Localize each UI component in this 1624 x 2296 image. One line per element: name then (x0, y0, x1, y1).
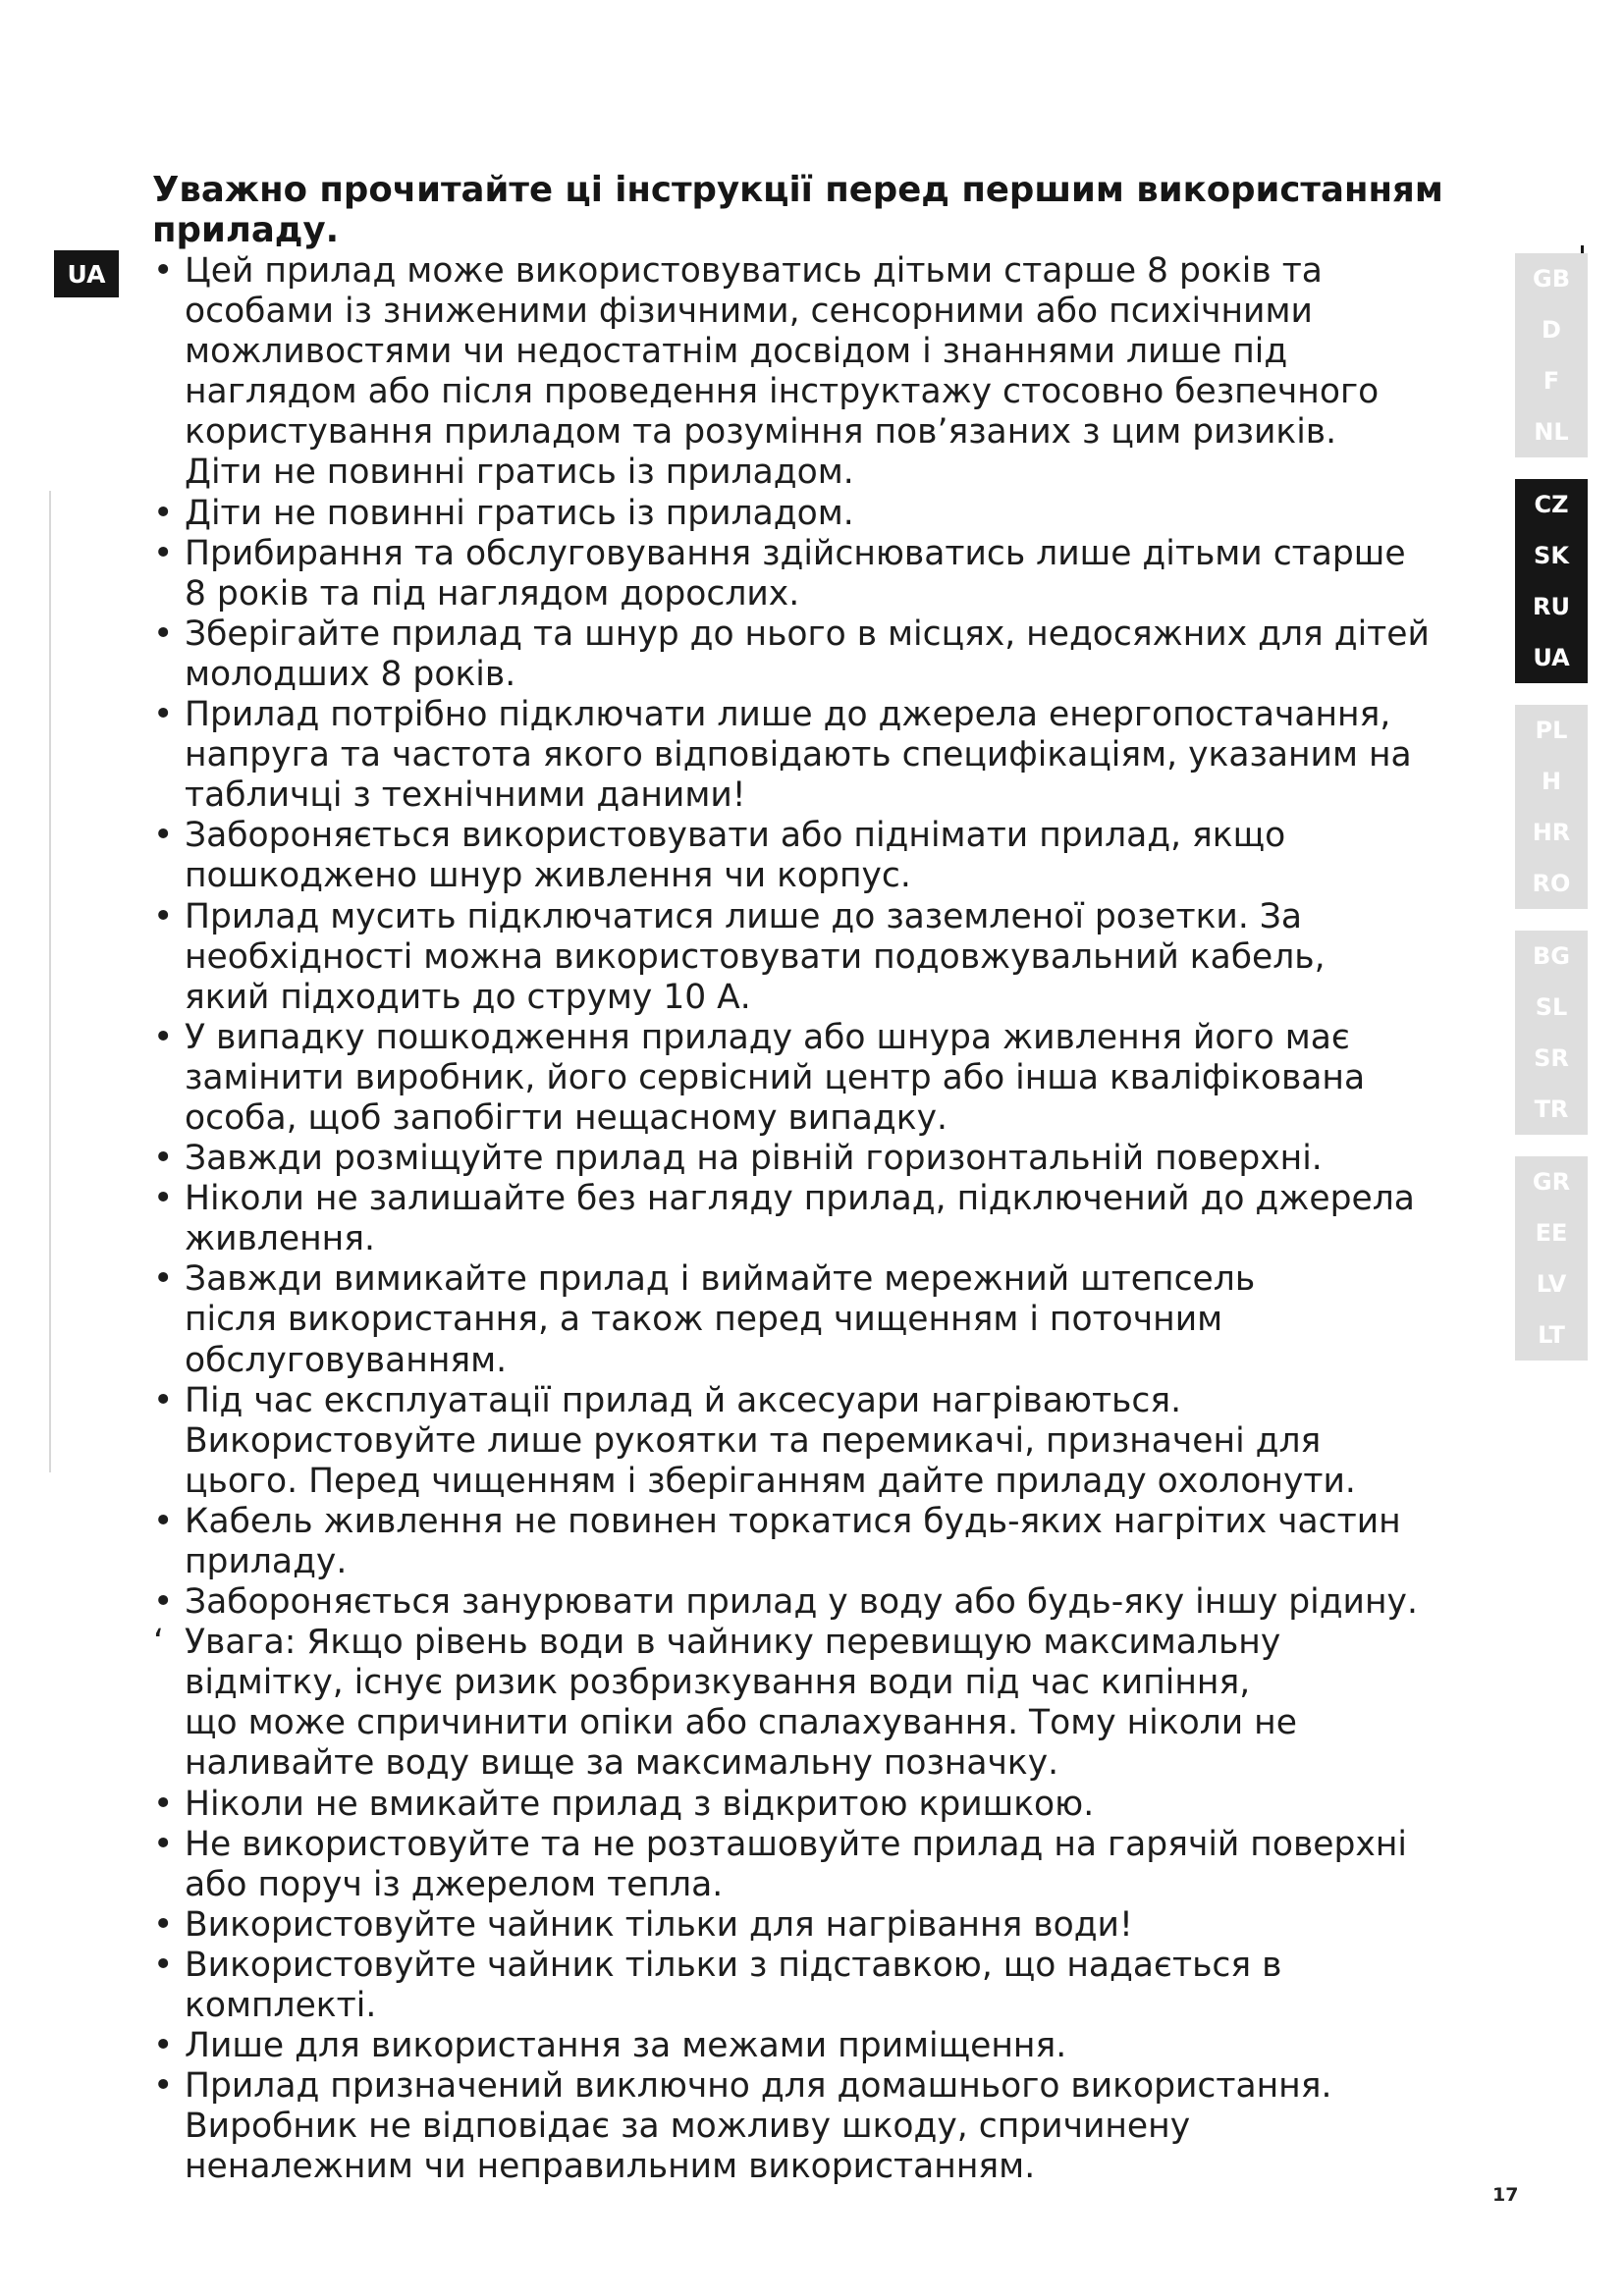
list-item (147, 1179, 1512, 1259)
tab-language-gb[interactable]: GB (1533, 265, 1570, 293)
bullet-marker: ‘ (153, 1623, 164, 1663)
bullet-marker: • (153, 1904, 174, 1945)
tab-language-sr[interactable]: SR (1534, 1044, 1569, 1072)
list-item-line: наглядом або після проведення інструктажу стосовно безпечного (185, 372, 1380, 412)
left-margin-rule (49, 491, 51, 1472)
list-item-line: Завжди вимикайте прилад і виймайте мережний штепсель (185, 1259, 1256, 1300)
list-item-line: живлення. (185, 1219, 375, 1259)
list-item (147, 1381, 1512, 1502)
bullet-marker: • (153, 1380, 174, 1420)
list-item (147, 2066, 1512, 2187)
list-item-line: Використовуйте лише рукоятки та перемикачі, призначені для (185, 1420, 1322, 1461)
bullet-marker: • (153, 816, 174, 856)
list-item-line: Прилад мусить підключатися лише до заземленої розетки. За (185, 896, 1303, 936)
list-item (147, 534, 1512, 614)
list-item-line: після використання, а також перед чищенням і поточним (185, 1300, 1223, 1340)
tab-language-f[interactable]: F (1543, 367, 1560, 395)
list-item-line: Забороняється використовувати або піднімати прилад, якщо (185, 816, 1286, 856)
bullet-marker: • (153, 1501, 174, 1541)
list-item (147, 1018, 1512, 1139)
language-tab-group (1515, 931, 1588, 1135)
list-item-line: Під час експлуатації прилад й аксесуари нагріваються. (185, 1380, 1182, 1420)
bullet-marker: • (153, 896, 174, 936)
list-item-line: У випадку пошкодження приладу або шнура живлення його має (185, 1017, 1350, 1057)
language-tab-group (1515, 1156, 1588, 1361)
list-item (147, 1582, 1512, 1623)
list-item-line: необхідності можна використовувати подовжувальний кабель, (185, 936, 1326, 977)
list-item-line: або поруч із джерелом тепла. (185, 1864, 724, 1904)
language-tab-column (1515, 253, 1588, 1382)
list-item-line: Лише для використання за межами приміщення. (185, 2026, 1067, 2066)
tab-language-sk[interactable]: SK (1534, 542, 1569, 569)
language-tab-group (1515, 479, 1588, 683)
list-item-line: Ніколи не залишайте без нагляду прилад, підключений до джерела (185, 1179, 1415, 1219)
list-item-line: молодших 8 років. (185, 654, 516, 694)
bullet-marker: • (153, 1582, 174, 1623)
list-item-line: Цей прилад може використовуватись дітьми старше 8 років та (185, 251, 1323, 291)
tab-language-lv[interactable]: LV (1536, 1270, 1567, 1298)
tab-language-nl[interactable]: NL (1534, 418, 1569, 446)
list-item-line: 8 років та під наглядом дорослих. (185, 573, 800, 614)
list-item-line: Діти не повинні гратись із приладом. (185, 493, 854, 533)
tab-language-ru[interactable]: RU (1533, 593, 1570, 620)
list-item-line: особа, щоб запобігти нещасному випадку. (185, 1097, 947, 1138)
list-item (147, 897, 1512, 1018)
list-item-line: напруга та частота якого відповідають специфікаціям, указаним на (185, 735, 1412, 775)
tab-language-h[interactable]: H (1541, 768, 1562, 795)
bullet-marker: • (153, 1017, 174, 1057)
list-item-line: наливайте воду вище за максимальну позначку. (185, 1743, 1059, 1784)
list-item-line: особами із зниженими фізичними, сенсорними або психічними (185, 292, 1313, 332)
list-item-line: який підходить до струму 10 А. (185, 977, 751, 1017)
list-item-line: відмітку, існує ризик розбризкування води під час кипіння, (185, 1663, 1251, 1703)
tab-language-gr[interactable]: GR (1532, 1168, 1571, 1196)
instruction-list (147, 251, 1512, 2188)
list-item-line: Використовуйте чайник тільки для нагрівання води! (185, 1904, 1133, 1945)
bullet-marker: • (153, 1259, 174, 1300)
list-item (147, 251, 1512, 494)
tab-language-bg[interactable]: BG (1533, 942, 1570, 970)
tab-language-tr[interactable]: TR (1534, 1095, 1569, 1123)
list-item (147, 1946, 1512, 2026)
list-item-line: Прилад потрібно підключати лише до джерела енергопостачання, (185, 695, 1391, 735)
list-item-line: Кабель живлення не повинен торкатися будь-яких нагрітих частин (185, 1501, 1401, 1541)
list-item-line: Увага: Якщо рівень води в чайнику перевищую максимальну (185, 1623, 1281, 1663)
list-item-line: обслуговуванням. (185, 1340, 508, 1380)
list-item (147, 1785, 1512, 1825)
list-item-line: Зберігайте прилад та шнур до нього в місцях, недосяжних для дітей (185, 614, 1430, 654)
bullet-marker: • (153, 614, 174, 654)
list-item-line: табличці з технічними даними! (185, 775, 746, 816)
list-item-line: Не використовуйте та не розташовуйте прилад на гарячій поверхні (185, 1824, 1407, 1864)
tab-language-ro[interactable]: RO (1532, 870, 1571, 897)
bullet-marker: • (153, 251, 174, 291)
bullet-marker: • (153, 695, 174, 735)
list-item-line: користування приладом та розуміння пов’язаних з цим ризиків. (185, 412, 1337, 453)
list-item-line: Ніколи не вмикайте прилад з відкритою кришкою. (185, 1784, 1095, 1824)
tab-language-ee[interactable]: EE (1535, 1219, 1568, 1247)
list-item (147, 1905, 1512, 1946)
bullet-marker: • (153, 1824, 174, 1864)
language-tab-group (1515, 253, 1588, 457)
list-item-line: приладу. (185, 1542, 348, 1581)
tab-language-sl[interactable]: SL (1535, 993, 1568, 1021)
list-item (147, 494, 1512, 534)
list-item-line: комплекті. (185, 1986, 377, 2026)
bullet-marker: • (153, 2026, 174, 2066)
list-item (147, 1259, 1512, 1380)
bullet-marker: • (153, 1784, 174, 1824)
list-item (147, 695, 1512, 816)
tab-language-d[interactable]: D (1542, 316, 1561, 344)
bullet-marker: • (153, 493, 174, 533)
tab-language-cz[interactable]: CZ (1534, 491, 1569, 518)
list-item-line: неналежним чи неправильним використанням. (185, 2147, 1036, 2187)
bullet-marker: • (153, 1945, 174, 1985)
bullet-marker: • (153, 533, 174, 573)
tab-language-ua[interactable]: UA (1533, 644, 1570, 671)
list-item-line: можливостями чи недостатнім досвідом і знаннями лише під (185, 332, 1288, 372)
list-item (147, 1139, 1512, 1179)
list-item-line: Завжди розміщуйте прилад на рівній горизонтальній поверхні. (185, 1139, 1323, 1179)
list-item (147, 1623, 1512, 1784)
list-item-line: Забороняється занурювати прилад у воду або будь-яку іншу рідину. (185, 1582, 1418, 1623)
list-item-line: пошкоджено шнур живлення чи корпус. (185, 856, 911, 896)
page-title: Уважно прочитайте ці інструкції перед першим використанням приладу. (152, 170, 1443, 250)
tab-language-hr[interactable]: HR (1532, 819, 1571, 846)
list-item (147, 816, 1512, 896)
language-badge: UA (54, 250, 119, 297)
list-item-line: Використовуйте чайник тільки з підставкою, що надається в (185, 1945, 1282, 1985)
list-item-line: цього. Перед чищенням і зберіганням дайте приладу охолонути. (185, 1461, 1356, 1501)
bullet-marker: • (153, 2066, 174, 2107)
list-item (147, 1502, 1512, 1582)
page-number: 17 (1492, 2184, 1519, 2206)
language-tab-group (1515, 705, 1588, 909)
list-item (147, 2026, 1512, 2066)
list-item-line: Виробник не відповідає за можливу шкоду, спричинену (185, 2107, 1191, 2147)
list-item-line: замінити виробник, його сервісний центр або інша кваліфікована (185, 1057, 1366, 1097)
list-item-line: Прилад призначений виключно для домашнього використання. (185, 2066, 1332, 2107)
bullet-marker: • (153, 1139, 174, 1179)
list-item (147, 614, 1512, 695)
tab-language-lt[interactable]: LT (1538, 1321, 1565, 1349)
list-item (147, 1825, 1512, 1905)
list-item-line: що може спричинити опіки або спалахування. Тому ніколи не (185, 1703, 1297, 1743)
list-item-line: Прибирання та обслуговування здійснюватись лише дітьми старше (185, 533, 1406, 573)
bullet-marker: • (153, 1179, 174, 1219)
tab-language-pl[interactable]: PL (1535, 717, 1568, 744)
list-item-line: Діти не повинні гратись із приладом. (185, 453, 854, 493)
